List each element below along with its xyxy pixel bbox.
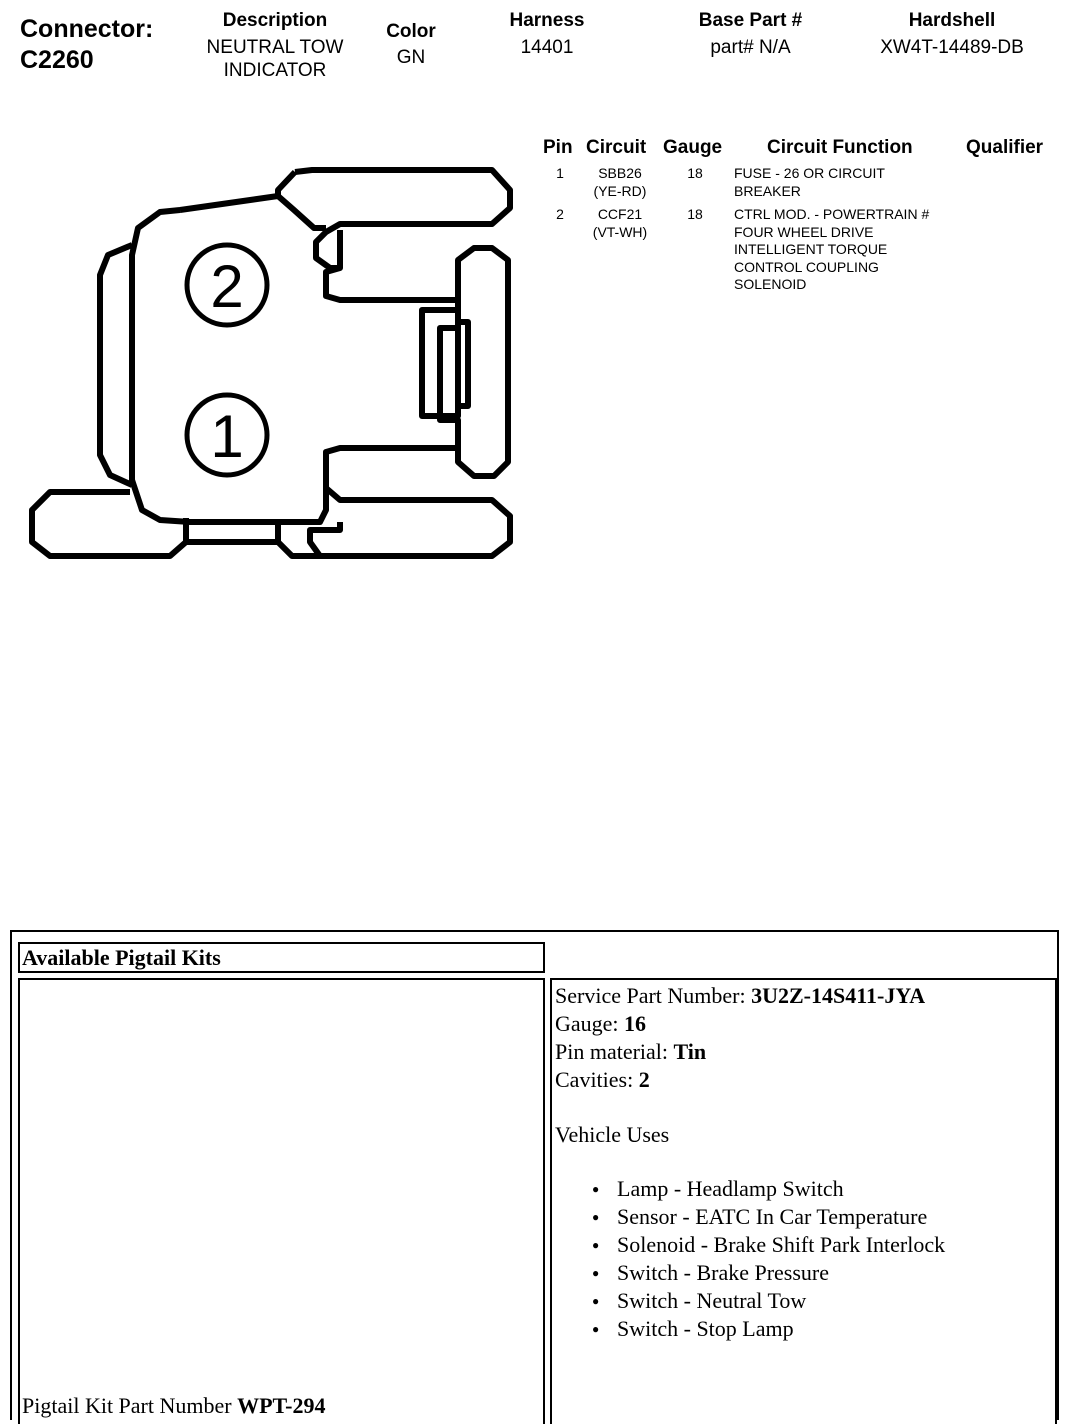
bottom-right-latch: [310, 488, 510, 556]
description-column: [185, 10, 365, 82]
top-latch: [295, 170, 510, 268]
list-item: ● Sensor - EATC In Car Temperature: [617, 1203, 1055, 1231]
circuit-id: CCF21: [597, 206, 643, 222]
service-part-row: [555, 982, 1055, 1010]
color-label: Color: [386, 21, 436, 42]
pin-material-row: [555, 1038, 1055, 1066]
cavities-label: Cavities:: [555, 1067, 634, 1092]
cavities-row: [555, 1066, 1055, 1094]
pin-number: 1: [556, 165, 564, 181]
service-part-label: Service Part Number:: [555, 983, 746, 1008]
harness-label: Harness: [509, 10, 585, 31]
gauge-row: [555, 1010, 1055, 1038]
function-line: INTELLIGENT TORQUE: [734, 241, 888, 257]
vehicle-uses-list: [555, 1175, 1055, 1343]
pin-material-label: Pin material:: [555, 1039, 669, 1064]
gauge-value: 16: [624, 1011, 647, 1036]
function-line: FUSE - 26 OR CIRCUIT: [734, 165, 885, 181]
circuit-id: SBB26: [598, 165, 642, 181]
description-line: INDICATOR: [223, 60, 327, 81]
pigtail-kit-part-number: [22, 1392, 326, 1420]
gauge-header: Gauge: [663, 137, 723, 158]
main-body: [132, 196, 458, 522]
vehicle-uses-label: Vehicle Uses: [555, 1122, 670, 1147]
list-item: ● Switch - Brake Pressure: [617, 1259, 1055, 1287]
circuit-function-cell: [734, 206, 964, 294]
connector-face-diagram: [20, 150, 530, 580]
connector-title: [20, 14, 153, 76]
description-value: [185, 36, 365, 82]
kit-part-label: Pigtail Kit Part Number: [22, 1393, 232, 1418]
cavities-value: 2: [638, 1067, 650, 1092]
circuit-function-header: Circuit Function: [767, 137, 913, 158]
hardshell-label: Hardshell: [908, 10, 996, 31]
function-line: FOUR WHEEL DRIVE: [734, 223, 874, 240]
description-label: Description: [222, 10, 328, 31]
base-part-column: [668, 10, 833, 59]
pigtail-kits-panel: [10, 930, 1059, 1420]
left-bump: [100, 245, 132, 485]
color-column: [370, 21, 452, 69]
list-item: ● Switch - Stop Lamp: [617, 1315, 1055, 1343]
kit-part-value: WPT-294: [237, 1393, 326, 1418]
qualifier-header: Qualifier: [966, 137, 1044, 158]
list-item: ● Lamp - Headlamp Switch: [617, 1175, 1055, 1203]
function-line: CTRL MOD. - POWERTRAIN #: [734, 206, 930, 222]
list-item: ● Solenoid - Brake Shift Park Interlock: [617, 1231, 1055, 1259]
description-line: NEUTRAL TOW: [206, 37, 344, 58]
hardshell-column: [862, 10, 1042, 59]
circuit-cell: [580, 206, 660, 241]
connector-label: Connector:: [20, 15, 154, 43]
circuit-cell: [580, 165, 660, 200]
function-line: SOLENOID: [734, 276, 807, 292]
connector-id: C2260: [20, 46, 94, 74]
base-part-label: Base Part #: [698, 10, 803, 31]
function-line: CONTROL COUPLING: [734, 258, 879, 275]
circuit-color: (VT-WH): [592, 223, 648, 240]
pigtail-kits-header: Available Pigtail Kits: [18, 942, 545, 973]
pin-material-value: Tin: [673, 1039, 707, 1064]
color-value: GN: [396, 47, 426, 68]
harness-column: [487, 10, 607, 59]
pigtail-kit-details: [550, 978, 1057, 1424]
list-item: ● Switch - Neutral Tow: [617, 1287, 1055, 1315]
harness-value: 14401: [520, 37, 574, 58]
circuit-header: Circuit: [586, 137, 647, 158]
pin-number: 2: [556, 206, 564, 222]
service-part-value: 3U2Z-14S411-JYA: [751, 983, 926, 1008]
cavity-2-label: 2: [210, 253, 244, 320]
gauge-cell: 18: [687, 165, 703, 181]
base-part-value: part# N/A: [710, 37, 791, 58]
circuit-function-cell: [734, 165, 964, 200]
gauge-cell: 18: [687, 206, 703, 222]
pigtail-kit-image-cell: [18, 978, 545, 1424]
function-line: BREAKER: [734, 182, 801, 199]
hardshell-value: XW4T-14489-DB: [880, 37, 1024, 58]
cavity-1-label: 1: [210, 403, 244, 470]
pin-header: Pin: [543, 137, 573, 158]
top-latch-outer: [278, 172, 295, 196]
gauge-label: Gauge:: [555, 1011, 619, 1036]
circuit-color: (YE-RD): [593, 182, 647, 199]
